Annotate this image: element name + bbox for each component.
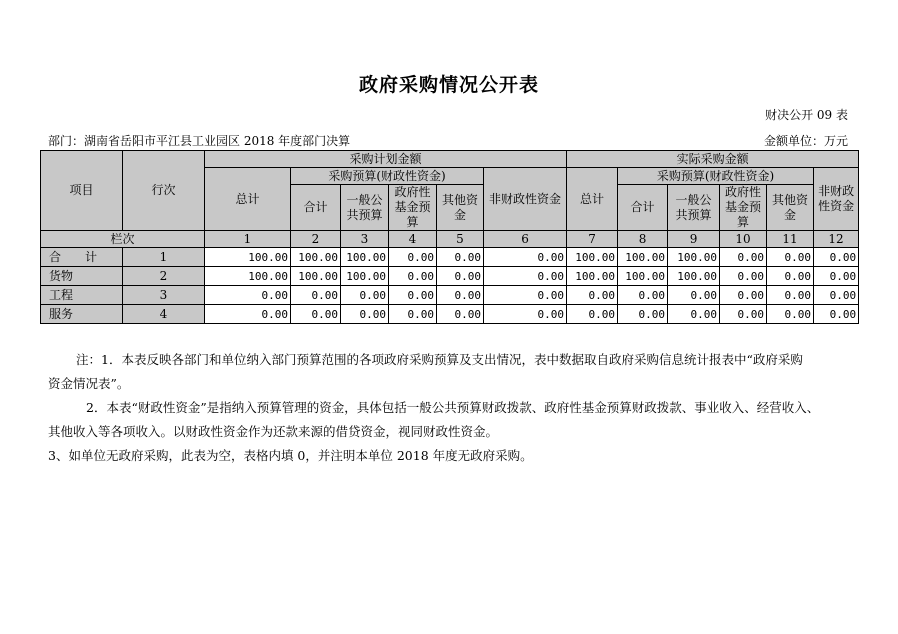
cell-value: 0.00 [567, 286, 618, 305]
column-index: 6 [484, 231, 567, 248]
column-index: 4 [389, 231, 437, 248]
cell-value: 0.00 [341, 286, 389, 305]
cell-value: 0.00 [668, 305, 720, 324]
cell-value: 0.00 [389, 305, 437, 324]
cell-value: 0.00 [205, 286, 291, 305]
form-number: 财决公开 09 表 [765, 108, 848, 122]
note-3: 3、如单位无政府采购，此表为空，表格内填 0，并注明本单位 2018 年度无政府采购。 [48, 448, 533, 463]
row-name: 合 计 [41, 248, 123, 267]
row-number: 4 [123, 305, 205, 324]
note-1: 注：1．本表反映各部门和单位纳入部门预算范围的各项政府采购预算及支出情况，表中数据取自政府采购信息统计报表中“政府采购 [76, 352, 803, 367]
cell-value: 0.00 [437, 248, 484, 267]
cell-value: 0.00 [484, 248, 567, 267]
table-row [41, 248, 859, 267]
cell-value: 0.00 [618, 305, 668, 324]
department-label: 部门：湖南省岳阳市平江县工业园区 2018 年度部门决算 [48, 134, 351, 148]
header-plan-group: 采购计划金额 [205, 151, 567, 168]
column-index: 11 [767, 231, 814, 248]
column-index: 10 [720, 231, 767, 248]
cell-value: 100.00 [567, 248, 618, 267]
cell-value: 0.00 [437, 267, 484, 286]
header-item: 项目 [41, 151, 123, 231]
cell-value: 0.00 [720, 267, 767, 286]
cell-value: 0.00 [814, 267, 859, 286]
column-index: 3 [341, 231, 389, 248]
cell-value: 100.00 [291, 248, 341, 267]
column-index: 2 [291, 231, 341, 248]
header-actual-nonfiscal: 非财政性资金 [814, 168, 859, 231]
row-number: 2 [123, 267, 205, 286]
cell-value: 0.00 [291, 286, 341, 305]
table-row [41, 267, 859, 286]
header-actual-general: 一般公共预算 [668, 185, 720, 231]
header-plan-govfund: 政府性基金预算 [389, 185, 437, 231]
cell-value: 0.00 [767, 248, 814, 267]
column-index: 5 [437, 231, 484, 248]
cell-value: 0.00 [618, 286, 668, 305]
cell-value: 0.00 [389, 248, 437, 267]
column-index: 12 [814, 231, 859, 248]
column-index: 7 [567, 231, 618, 248]
cell-value: 100.00 [291, 267, 341, 286]
column-index: 8 [618, 231, 668, 248]
note-2: 2．本表“财政性资金”是指纳入预算管理的资金，具体包括一般公共预算财政拨款、政府性基金预算财政拨款、事业收入、经营收入、 [86, 400, 820, 415]
column-index-label: 栏次 [41, 231, 205, 248]
cell-value: 0.00 [767, 267, 814, 286]
note-1-cont: 资金情况表”。 [48, 376, 130, 391]
header-actual-subtotal: 合计 [618, 185, 668, 231]
row-name: 工程 [41, 286, 123, 305]
header-plan-subtotal: 合计 [291, 185, 341, 231]
cell-value: 100.00 [341, 248, 389, 267]
cell-value: 0.00 [437, 286, 484, 305]
row-number: 1 [123, 248, 205, 267]
table-row [41, 305, 859, 324]
column-index: 1 [205, 231, 291, 248]
cell-value: 100.00 [618, 248, 668, 267]
amount-unit: 金额单位：万元 [763, 134, 848, 148]
cell-value: 0.00 [205, 305, 291, 324]
cell-value: 0.00 [291, 305, 341, 324]
header-plan-general: 一般公共预算 [341, 185, 389, 231]
cell-value: 0.00 [814, 305, 859, 324]
cell-value: 100.00 [668, 267, 720, 286]
cell-value: 0.00 [567, 305, 618, 324]
page-title: 政府采购情况公开表 [358, 74, 539, 96]
cell-value: 0.00 [437, 305, 484, 324]
cell-value: 0.00 [484, 267, 567, 286]
cell-value: 100.00 [567, 267, 618, 286]
header-plan-other: 其他资金 [437, 185, 484, 231]
cell-value: 0.00 [814, 286, 859, 305]
header-actual-group: 实际采购金额 [567, 151, 859, 168]
header-actual-other: 其他资金 [767, 185, 814, 231]
cell-value: 100.00 [618, 267, 668, 286]
cell-value: 0.00 [389, 286, 437, 305]
cell-value: 0.00 [767, 286, 814, 305]
row-name: 服务 [41, 305, 123, 324]
cell-value: 0.00 [341, 305, 389, 324]
table-row [41, 286, 859, 305]
cell-value: 100.00 [341, 267, 389, 286]
cell-value: 0.00 [767, 305, 814, 324]
header-plan-total: 总计 [205, 168, 291, 231]
row-number: 3 [123, 286, 205, 305]
cell-value: 0.00 [484, 305, 567, 324]
cell-value: 0.00 [484, 286, 567, 305]
header-actual-govfund: 政府性基金预算 [720, 185, 767, 231]
row-name: 货物 [41, 267, 123, 286]
cell-value: 0.00 [389, 267, 437, 286]
header-actual-budget: 采购预算(财政性资金) [618, 168, 814, 185]
cell-value: 100.00 [205, 267, 291, 286]
header-plan-nonfiscal: 非财政性资金 [484, 168, 567, 231]
cell-value: 0.00 [720, 286, 767, 305]
cell-value: 0.00 [668, 286, 720, 305]
cell-value: 0.00 [720, 248, 767, 267]
cell-value: 0.00 [814, 248, 859, 267]
cell-value: 100.00 [668, 248, 720, 267]
procurement-table [40, 150, 859, 324]
header-plan-budget: 采购预算(财政性资金) [291, 168, 484, 185]
note-2-cont: 其他收入等各项收入。以财政性资金作为还款来源的借贷资金，视同财政性资金。 [48, 424, 499, 439]
cell-value: 0.00 [720, 305, 767, 324]
header-row-no: 行次 [123, 151, 205, 231]
cell-value: 100.00 [205, 248, 291, 267]
notes [48, 348, 853, 468]
column-index: 9 [668, 231, 720, 248]
header-actual-total: 总计 [567, 168, 618, 231]
